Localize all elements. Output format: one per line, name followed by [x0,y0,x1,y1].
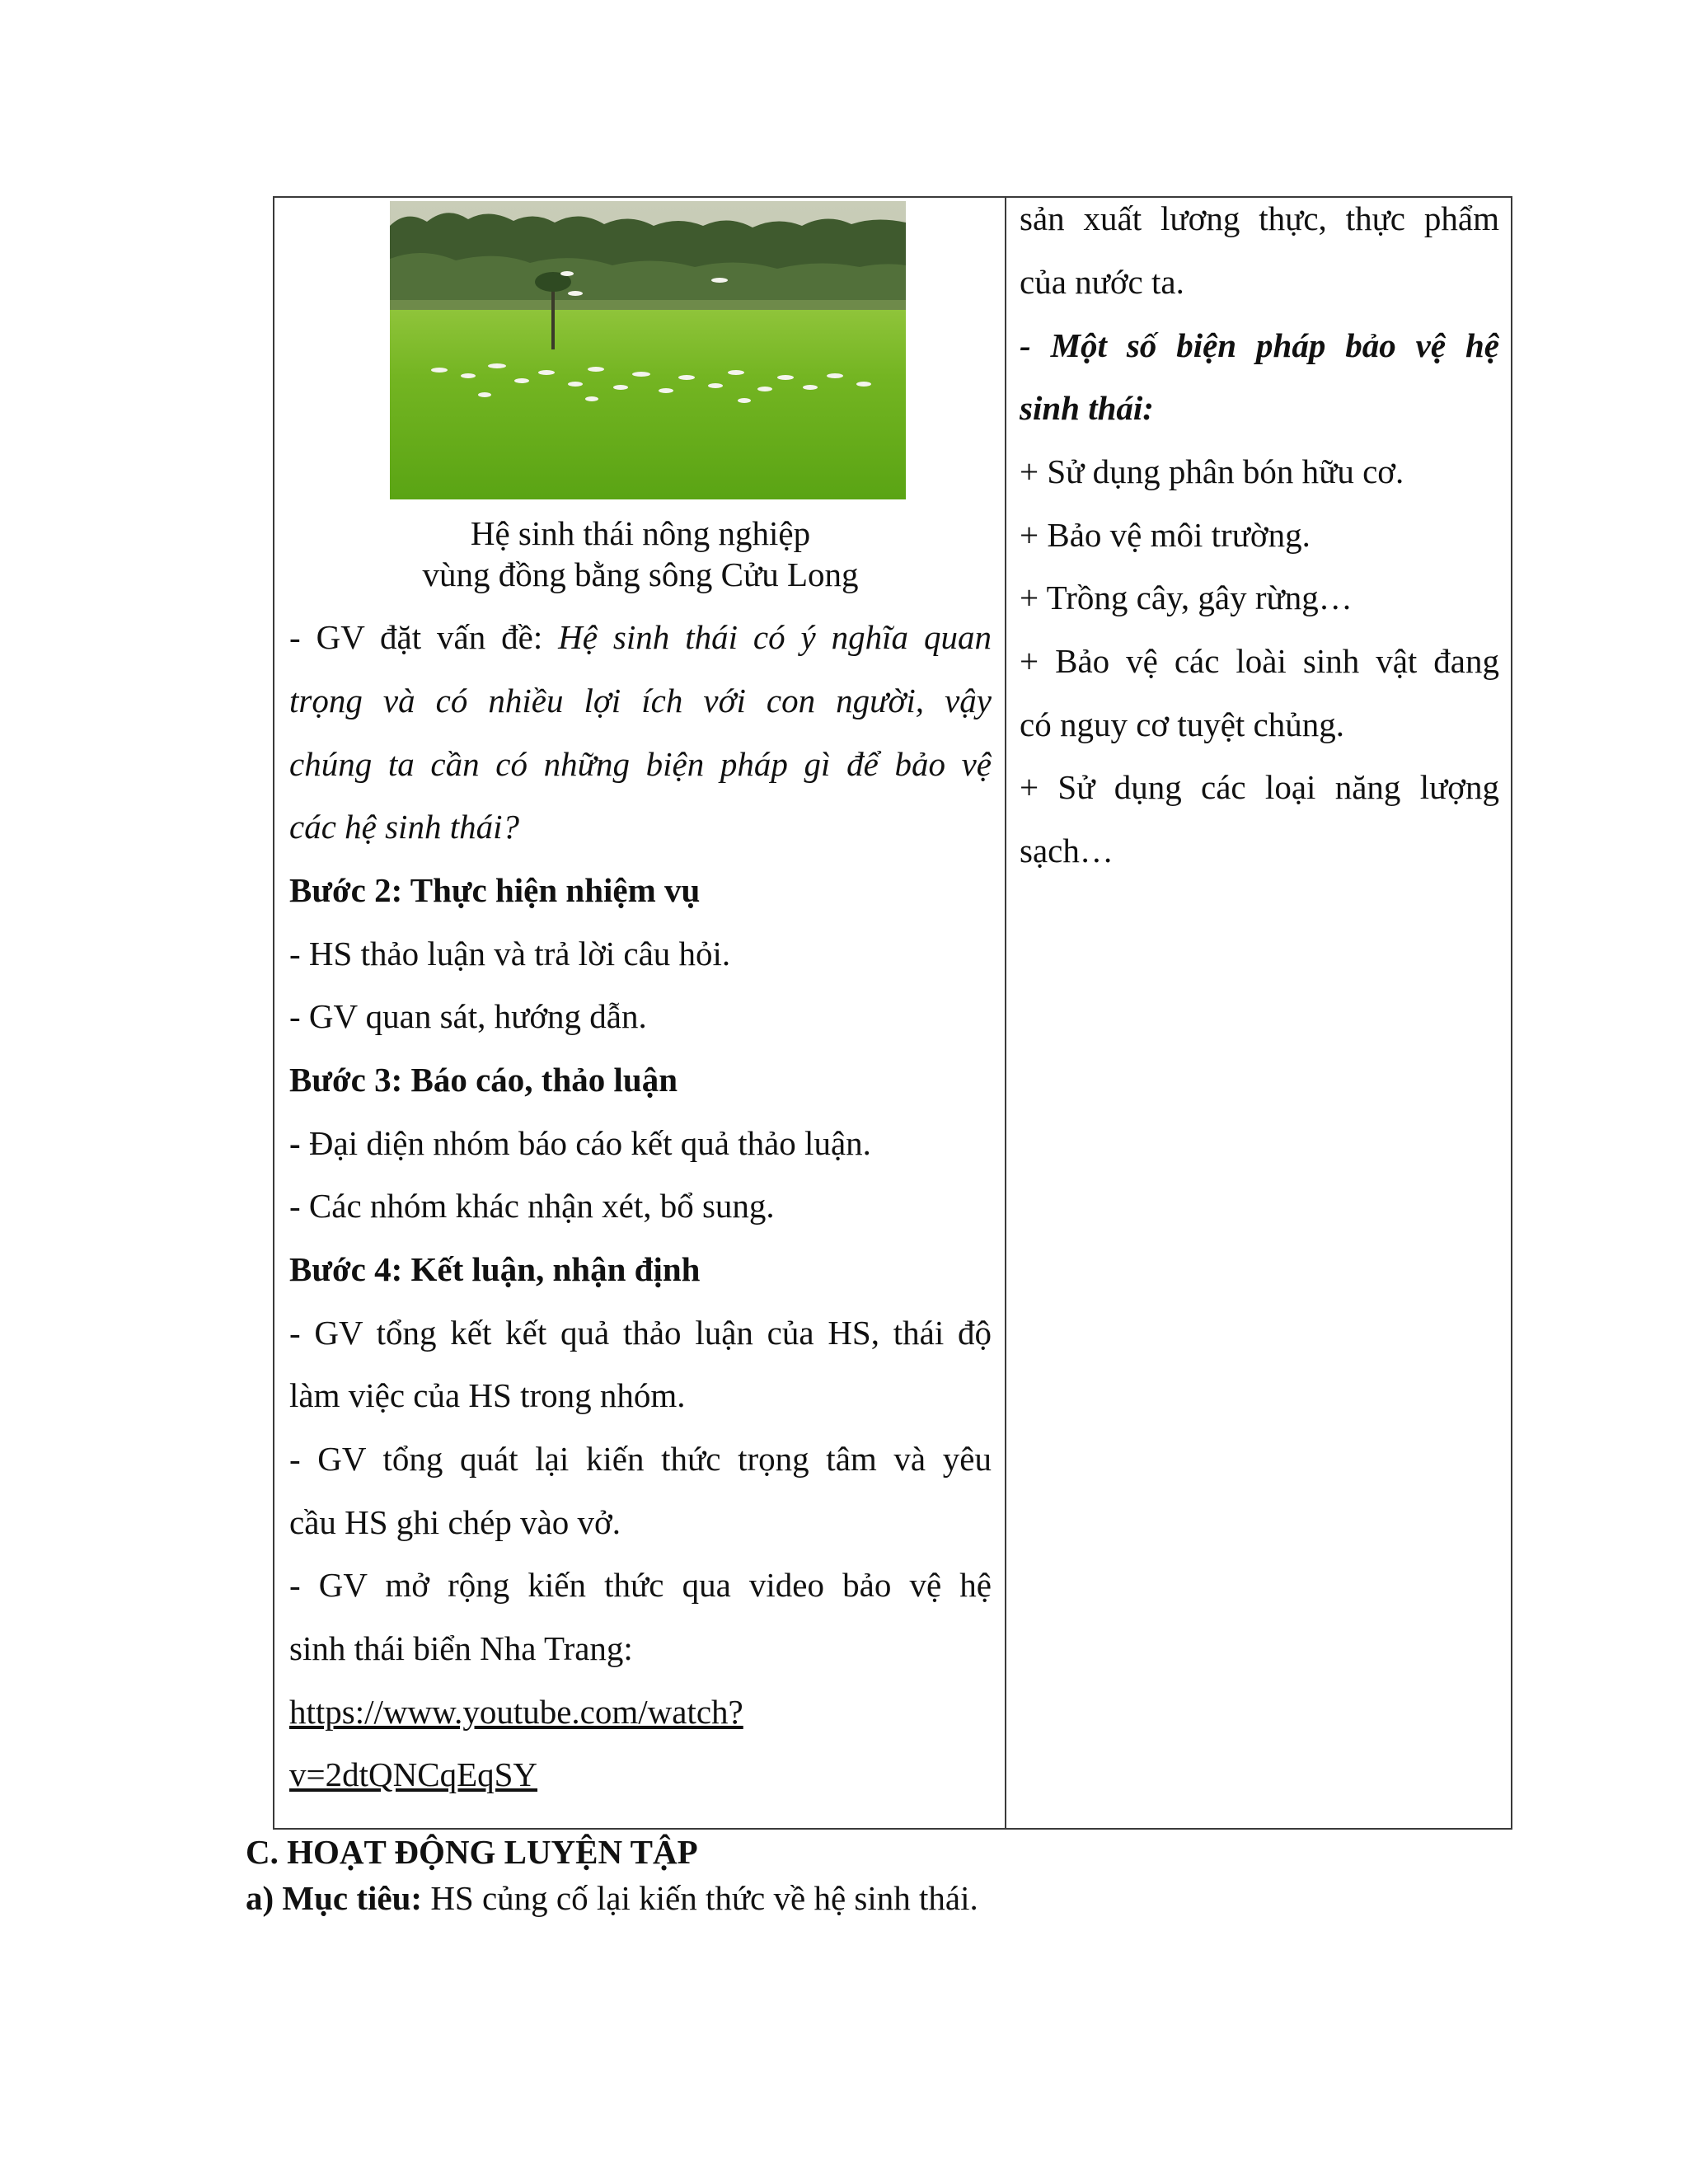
measure-3: + Trồng cây, gây rừng… [1020,579,1353,616]
figure-caption-line-2: vùng đồng bằng sông Cửu Long [422,555,859,593]
step-4-item-1-line-1: - GV tổng kết kết quả thảo luận của HS, thái độ [289,1314,992,1352]
lesson-table [273,196,1512,1830]
measures-title-line-1: - Một số biện pháp bảo vệ hệ [1020,326,1499,364]
objective-label: a) Mục tiêu: [246,1879,423,1917]
step-2-item-1: - HS thảo luận và trả lời câu hỏi. [289,935,731,972]
problem-statement-line-1 [289,616,992,658]
intro-line-1: sản xuất lương thực, thực phẩm [1020,199,1499,237]
step-3-item-1-dash: - [289,1124,301,1162]
step-3-title: Bước 3: Báo cáo, thảo luận [289,1061,678,1099]
section-heading: C. HOẠT ĐỘNG LUYỆN TẬP [246,1833,698,1871]
step-4-title: Bước 4: Kết luận, nhận định [289,1250,701,1288]
intro-line-2: của nước ta. [1020,263,1184,301]
problem-statement-line-2: trọng và có nhiều lợi ích với con người, vậy [289,682,992,719]
measure-5-line-1: + Sử dụng các loại năng lượng [1020,768,1499,806]
measures-title-line-2: sinh thái: [1020,389,1154,427]
measure-5-line-2: sạch… [1020,832,1114,869]
problem-prefix: - GV đặt vấn đề: [289,618,559,656]
step-4-item-3-line-2: sinh thái biển Nha Trang: [289,1629,633,1667]
step-3-item-1-text: Đại diện nhóm báo cáo kết quả thảo luận. [300,1124,871,1162]
rice-field-photo [390,201,906,499]
step-2-title: Bước 2: Thực hiện nhiệm vụ [289,871,701,909]
column-divider [1005,198,1006,1828]
problem-question: Hệ sinh thái có ý nghĩa quan [558,618,992,656]
step-4-item-3-line-1: - GV mở rộng kiến thức qua video bảo vệ hệ [289,1566,992,1604]
measure-4-line-2: có nguy cơ tuyệt chủng. [1020,705,1345,743]
measure-1: + Sử dụng phân bón hữu cơ. [1020,452,1404,490]
measure-4-line-1: + Bảo vệ các loài sinh vật đang [1020,642,1499,680]
step-2-item-2: - GV quan sát, hướng dẫn. [289,997,647,1035]
problem-statement-line-4: các hệ sinh thái? [289,808,519,846]
step-4-item-2-line-1: - GV tổng quát lại kiến thức trọng tâm và yêu [289,1440,992,1478]
step-3-item-2: - Các nhóm khác nhận xét, bổ sung. [289,1187,775,1225]
video-link-line-1[interactable]: https://www.youtube.com/watch? [289,1693,743,1731]
problem-statement-line-3: chúng ta cần có những biện pháp gì để bảo vệ [289,745,992,783]
step-3-item-1 [289,1122,992,1164]
objective-text: HS củng cố lại kiến thức về hệ sinh thái. [422,1879,978,1917]
step-4-item-1-line-2: làm việc của HS trong nhóm. [289,1376,686,1414]
measure-2: + Bảo vệ môi trường. [1020,516,1311,554]
video-link-line-2[interactable]: v=2dtQNCqEqSY [289,1755,538,1793]
objective-line [246,1877,978,1919]
step-4-item-2-line-2: cầu HS ghi chép vào vở. [289,1503,621,1541]
figure-caption-line-1: Hệ sinh thái nông nghiệp [470,514,811,552]
